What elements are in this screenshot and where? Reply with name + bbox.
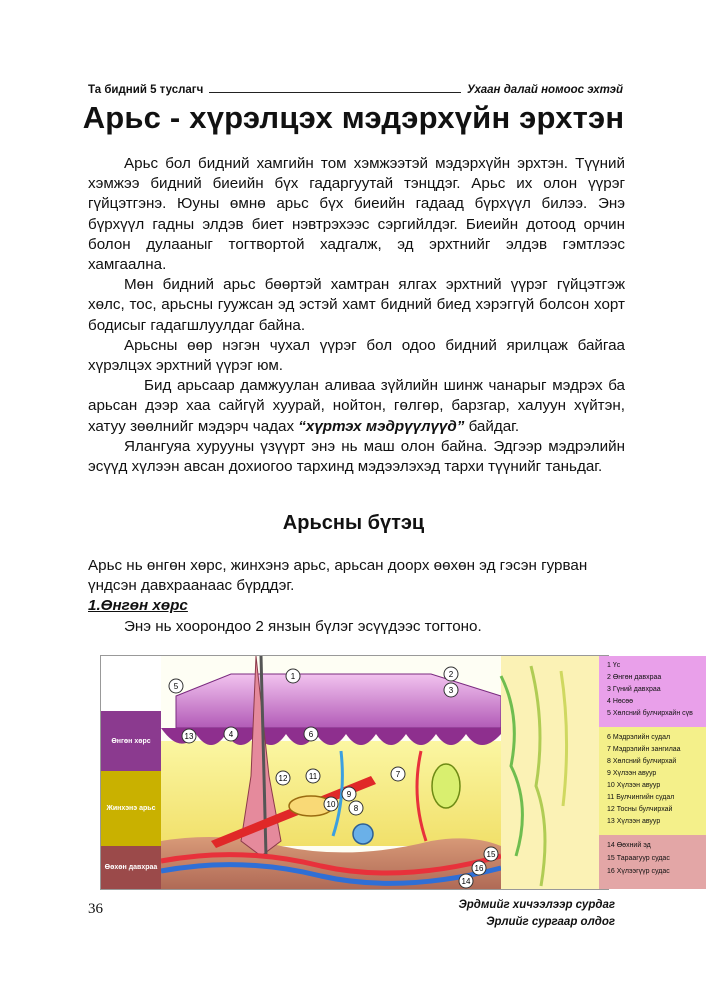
epidermis-ridges [161, 728, 501, 745]
paragraph-2: Мөн бидний арьс бөөртэй хамтран ялгах эрхтний үүрэг гүйцэтгэж хөлс, тос, арьсны гуужсан эд эстэй хамт бидний биед хэрэггүй болсон хорт бодисыг гадагшлуулдаг байна. [88, 276, 625, 334]
legend-item: 12 Тосны булчирхай [607, 806, 673, 813]
callout-13: 13 [184, 732, 194, 741]
legend-item: 11 Булчингийн судал [607, 794, 675, 801]
running-header [88, 78, 623, 96]
legend-item: 13 Хүлээн авуур [607, 818, 661, 825]
header-rule [209, 92, 461, 93]
subheading-text: Энэ нь хоорондоо 2 янзын бүлэг эсүүдээс тогтоно. [124, 617, 482, 635]
callout-6: 6 [308, 730, 314, 739]
section-intro: Арьс нь өнгөн хөрс, жинхэнэ арьс, арьсан доорх өөхөн эд гэсэн гурван үндсэн давхраанаас бүрддэг. [88, 557, 588, 595]
figure-legend [599, 656, 706, 889]
legend-item: 15 Тараагуур судас [607, 855, 670, 862]
legend-item: 8 Хөлсний булчирхай [607, 758, 677, 765]
layer-labels [101, 656, 161, 889]
callout-14: 14 [461, 877, 471, 886]
callout-11: 11 [308, 772, 318, 781]
sweat-gland [353, 824, 373, 844]
callout-8: 8 [353, 804, 359, 813]
legend-item: 14 Өөхний эд [607, 842, 651, 849]
paragraph-4-text: Бид арьсаар дамжуулан аливаа зүйлийн шинж чанарыг мэдрэх ба арьсан дээр хаа сайгүй хуурай, нойтон, гөлгөр, барзгар, халуун хүйтэн, хатуу зөөлнийг мэдэрч чадах [88, 377, 625, 435]
page-title: Арьс - хүрэлцэх мэдэрхүйн эрхтэн [82, 100, 625, 135]
body-text [88, 154, 625, 477]
legend-item: 7 Мэдрэлийн зангилаа [607, 746, 681, 753]
callout-10: 10 [326, 800, 336, 809]
header-left-text: Та бидний 5 туслагч [88, 84, 204, 96]
layer-label-fat: Өөхөн давхраа [101, 846, 161, 889]
callout-15: 15 [486, 850, 496, 859]
legend-item: 5 Хөлсний булчирхайн сүв [607, 710, 693, 717]
legend-item: 9 Хүлээн авуур [607, 770, 657, 777]
legend-item: 10 Хүлээн авуур [607, 782, 661, 789]
legend-item: 2 Өнгөн давхраа [607, 674, 662, 681]
callout-3: 3 [448, 686, 454, 695]
page-number: 36 [88, 901, 103, 917]
paragraph-5: Ялангуяа хурууны үзүүрт энэ нь маш олон байна. Эдгээр мэдрэлийн эсүүд хүлээн авсан дохиогоо тархинд мэдээлэхэд тархи түүнийг таньдаг. [88, 437, 625, 476]
section-text [88, 556, 625, 637]
subheading: 1.Өнгөн хөрс [88, 597, 188, 615]
legend-item: 1 Үс [607, 662, 621, 669]
legend-item: 6 Мэдрэлийн судал [607, 734, 671, 741]
header-right-text: Ухаан далай номоос эхтэй [467, 84, 623, 96]
footer-proverb [459, 897, 615, 931]
footer-line-2: Эрлийг сургаар олдог [486, 916, 615, 928]
skin-diagram [100, 655, 693, 890]
receptor [432, 764, 460, 808]
callout-1: 1 [290, 672, 296, 681]
paragraph-3: Арьсны өөр нэгэн чухал үүрэг бол одоо бидний ярилцаж байгаа хүрэлцэх эрхтний үүрэг юм. [88, 336, 625, 375]
paragraph-1: Арьс бол бидний хамгийн том хэмжээтэй мэдэрхүйн эрхтэн. Түүний хэмжээ бидний биеийн бүх гадаргуутай тэнцдэг. Арьс их олон үүрэг гүйцэтгэнэ. Юуны өмнө арьс бүх биеийн гадаад бүрхүүл билээ. Энэ бүрхүүл гадны элдэв биет нэвтрэхээс сэргийлдэг. Биеийн дотоод орчин болон дулааныг тогтвортой хадгалж, эд эрхтнийг элдэв гэмтлээс хамгаална. [88, 155, 625, 274]
callout-16: 16 [474, 864, 484, 873]
legend-item: 16 Хүлээгүүр судас [607, 868, 670, 875]
epidermis-top [173, 674, 501, 728]
layer-label-dermis: Жинхэнэ арьс [101, 771, 161, 846]
paragraph-4-emphasis: “хүртэх мэдрүүлүүд” [298, 417, 465, 435]
section-title: Арьсны бүтэц [282, 512, 425, 534]
layer-label-epidermis: Өнгөн хөрс [101, 711, 161, 771]
footer-line-1: Эрдмийг хичээлээр сурдаг [458, 899, 615, 911]
legend-item: 4 Нөсөө [607, 698, 634, 705]
callout-12: 12 [278, 774, 288, 783]
legend-item: 3 Гүний давхраа [607, 686, 661, 693]
callout-7: 7 [395, 770, 401, 779]
paragraph-4-end: байдаг. [464, 417, 520, 435]
callout-4: 4 [228, 730, 234, 739]
skin-illustration [101, 656, 608, 889]
paragraph-4 [88, 376, 625, 437]
callout-2: 2 [448, 670, 454, 679]
callout-9: 9 [346, 790, 352, 799]
callout-5: 5 [173, 682, 179, 691]
